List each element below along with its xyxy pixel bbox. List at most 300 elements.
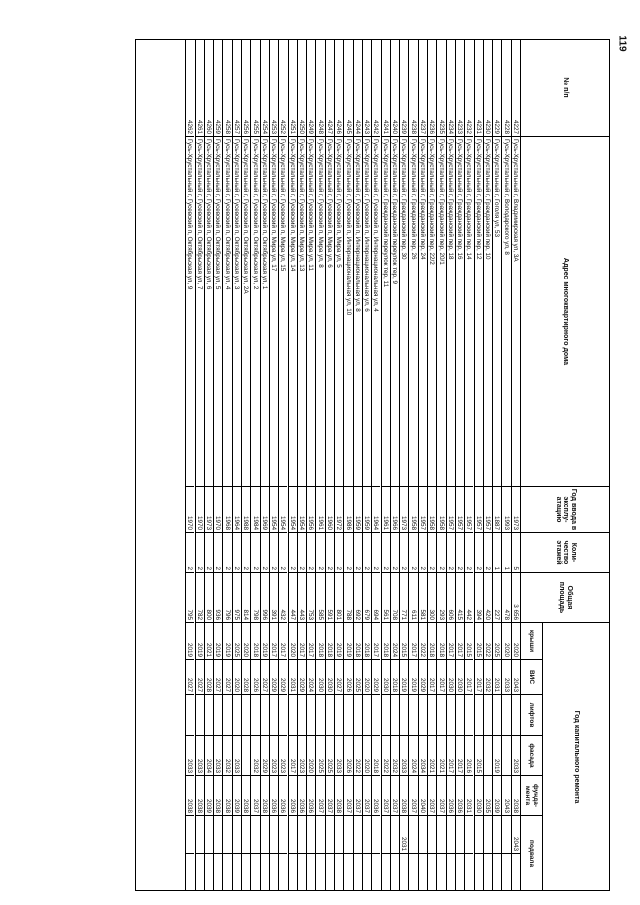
cell-repair-фасада: 2033: [196, 736, 204, 776]
cell-year: 1957: [419, 487, 427, 533]
cell-repair-крыши: 2025: [233, 623, 241, 660]
cell-year: 1960: [326, 487, 334, 533]
cell-repair-подвала: [456, 816, 464, 854]
cell-num: 4255: [251, 39, 259, 137]
table-row: [464, 39, 473, 891]
cell-floors: 2: [354, 533, 362, 573]
cell-repair-фасада: 2018: [372, 736, 380, 776]
cell-address: Гусь-Хрустальный г, Гусевский п, Октябрьская ул, 5: [214, 137, 222, 487]
table-row: [278, 39, 287, 891]
cell-repair-крыши: 2015: [475, 623, 483, 660]
cell-address: Гусь-Хрустальный г, Гражданский пер, 12: [475, 137, 483, 487]
cell-repair-ВИС: 2043: [512, 660, 520, 695]
cell-num: 4247: [326, 39, 334, 137]
cell-repair-ВИС: 2028: [242, 660, 250, 695]
cell-repair-фасада: 2034: [205, 736, 213, 776]
cell-repair-подвала: 2031: [400, 816, 408, 854]
cell-address: Гусь-Хрустальный г, Гусевский п, Октябрьская ул, 3: [233, 137, 241, 487]
cell-area: 708: [391, 573, 399, 623]
cell-repair-ВИС: 2027: [214, 660, 222, 695]
cell-repair-лифтов: [419, 695, 427, 736]
cell-address: Гусь-Хрустальный г, Гражданский пер, 14: [465, 137, 473, 487]
cell-repair-крыши: 2017: [456, 623, 464, 660]
cell-repair-крыши: 2017: [447, 623, 455, 660]
cell-area: 581: [419, 573, 427, 623]
cell-num: 4253: [270, 39, 278, 137]
cell-repair-фасада: [502, 736, 510, 776]
cell-repair-лифтов: [363, 695, 371, 736]
cell-address: Гусь-Хрустальный г, Гражданский пер, 30: [400, 137, 408, 487]
cell-repair-фасада: [484, 736, 492, 776]
header-repair-group: Год капитального ремонта: [542, 623, 610, 891]
cell-repair-лифтов: [447, 695, 455, 736]
cell-area: 788: [344, 573, 352, 623]
cell-repair-подвала: [354, 816, 362, 854]
cell-year: 1957: [475, 487, 483, 533]
cell-repair-фасада: 2033: [214, 736, 222, 776]
cell-area: 3 656: [512, 573, 520, 623]
cell-repair-фундамента: 2036: [307, 776, 315, 816]
cell-repair-лифтов: [298, 695, 306, 736]
cell-repair-фундамента: 2037: [428, 776, 436, 816]
cell-area: 782: [196, 573, 204, 623]
cell-repair-фундамента: 2038: [335, 776, 343, 816]
table-row: [371, 39, 380, 891]
cell-repair-ВИС: 2029: [298, 660, 306, 695]
cell-year: 1984: [251, 487, 259, 533]
cell-repair-фундамента: 2037: [391, 776, 399, 816]
cell-area: 801: [335, 573, 343, 623]
cell-repair-лифтов: [186, 695, 194, 736]
cell-repair-фундамента: 2038: [186, 776, 194, 816]
cell-repair-подвала: [475, 816, 483, 854]
table-row: [511, 39, 520, 891]
cell-address: Гусь-Хрустальный г, Гусевский п, Октябрьская ул, 7: [196, 137, 204, 487]
cell-repair-фасада: 2032: [251, 736, 259, 776]
cell-repair-ВИС: 2027: [223, 660, 231, 695]
cell-repair-лифтов: [205, 695, 213, 736]
cell-repair-ВИС: 2031: [289, 660, 297, 695]
cell-area: 293: [437, 573, 445, 623]
cell-repair-ВИС: 2030: [456, 660, 464, 695]
cell-repair-ВИС: 2030: [447, 660, 455, 695]
table-row: [427, 39, 436, 891]
cell-address: Гусь-Хрустальный г, Гражданский переулок тер, 11: [382, 137, 390, 487]
table-row: [269, 39, 278, 891]
cell-repair-подвала: [196, 816, 204, 854]
cell-year: 1957: [465, 487, 473, 533]
cell-address: Гусь-Хрустальный г, Гоголя ул, 53: [493, 137, 501, 487]
cell-address: Гусь-Хрустальный г, Гражданский пер, 16: [456, 137, 464, 487]
cell-area: 796: [223, 573, 231, 623]
cell-repair-фасада: 2016: [465, 736, 473, 776]
cell-floors: 2: [289, 533, 297, 573]
cell-repair-подвала: [391, 816, 399, 854]
cell-repair-лифтов: [223, 695, 231, 736]
cell-num: 4254: [261, 39, 269, 137]
cell-floors: 2: [456, 533, 464, 573]
cell-repair-фасада: 2023: [270, 736, 278, 776]
cell-repair-крыши: 2019: [214, 623, 222, 660]
cell-repair-подвала: 2043: [512, 816, 520, 854]
cell-repair-ВИС: 2030: [382, 660, 390, 695]
cell-repair-подвала: [382, 816, 390, 854]
cell-floors: 2: [298, 533, 306, 573]
cell-floors: 2: [447, 533, 455, 573]
cell-area: 394: [475, 573, 483, 623]
cell-repair-фасада: 2023: [298, 736, 306, 776]
cell-repair-фасада: 2033: [335, 736, 343, 776]
cell-repair-крыши: 2020: [289, 623, 297, 660]
cell-repair-подвала: [186, 816, 194, 854]
cell-repair-подвала: [307, 816, 315, 854]
table-row: [297, 39, 306, 891]
cell-floors: 2: [233, 533, 241, 573]
page-number: 119: [616, 34, 628, 52]
cell-repair-лифтов: [512, 695, 520, 736]
cell-year: 1993: [502, 487, 510, 533]
cell-repair-крыши: 2018: [363, 623, 371, 660]
cell-address: Гусь-Хрустальный г, Гражданский пер, 26: [409, 137, 417, 487]
cell-repair-крыши: 2018: [316, 623, 324, 660]
cell-floors: 2: [428, 533, 436, 573]
cell-year: 1958: [437, 487, 445, 533]
cell-address: Гусь-Хрустальный г, Гусевский п, Октябрьская ул, 2: [251, 137, 259, 487]
cell-repair-подвала: [326, 816, 334, 854]
cell-floors: 2: [196, 533, 204, 573]
cell-floors: 2: [484, 533, 492, 573]
table-row: [195, 39, 204, 891]
cell-repair-фасада: 2024: [409, 736, 417, 776]
cell-floors: 2: [251, 533, 259, 573]
cell-repair-крыши: 2018: [251, 623, 259, 660]
cell-repair-фасада: 2022: [354, 736, 362, 776]
cell-num: 4260: [205, 39, 213, 137]
cell-repair-лифтов: [233, 695, 241, 736]
cell-repair-крыши: 2022: [484, 623, 492, 660]
cell-address: Гусь-Хрустальный г, Гусевский п, Мира ул, 8: [316, 137, 324, 487]
table-row: [492, 39, 501, 891]
cell-repair-лифтов: [251, 695, 259, 736]
cell-repair-лифтов: [456, 695, 464, 736]
cell-repair-ВИС: 2027: [335, 660, 343, 695]
cell-num: 4242: [372, 39, 380, 137]
cell-repair-фасада: 2025: [316, 736, 324, 776]
cell-num: 4250: [298, 39, 306, 137]
cell-repair-крыши: 2017: [298, 623, 306, 660]
cell-floors: 2: [382, 533, 390, 573]
cell-year: 1957: [484, 487, 492, 533]
cell-num: 4262: [186, 39, 194, 137]
cell-floors: 2: [344, 533, 352, 573]
cell-repair-фундамента: 2039: [493, 776, 501, 816]
cell-repair-фасада: 2025: [326, 736, 334, 776]
cell-repair-подвала: [214, 816, 222, 854]
cell-repair-лифтов: [335, 695, 343, 736]
table-row: [260, 39, 269, 891]
header-repair-vis: ВИС: [520, 660, 542, 695]
cell-address: Гусь-Хрустальный г, Володарского ул, 8: [502, 137, 510, 487]
cell-repair-лифтов: [437, 695, 445, 736]
cell-repair-крыши: 2017: [307, 623, 315, 660]
cell-repair-фасада: 2017: [447, 736, 455, 776]
cell-address: Гусь-Хрустальный г, Гусевский п, Октябрьская ул, 1: [261, 137, 269, 487]
table-row: [222, 39, 231, 891]
table-row: [315, 39, 324, 891]
cell-repair-фасада: 2033: [186, 736, 194, 776]
cell-repair-крыши: 2019: [261, 623, 269, 660]
cell-floors: 2: [400, 533, 408, 573]
cell-area: 936: [214, 573, 222, 623]
cell-address: Гусь-Хрустальный г, Гусевский п, Мира ул, 15: [279, 137, 287, 487]
cell-num: 4246: [335, 39, 343, 137]
cell-repair-подвала: [484, 816, 492, 854]
cell-year: 1954: [298, 487, 306, 533]
cell-repair-лифтов: [242, 695, 250, 736]
cell-address: Гусь-Хрустальный г, Владимирская ул, 3А: [512, 137, 520, 487]
table-row: [362, 39, 371, 891]
cell-num: 4237: [419, 39, 427, 137]
cell-repair-крыши: 2019: [223, 623, 231, 660]
cell-repair-подвала: [428, 816, 436, 854]
cell-repair-крыши: 2017: [270, 623, 278, 660]
header-num: № п/п: [520, 39, 610, 137]
table-row: [418, 39, 427, 891]
cell-address: Гусь-Хрустальный г, Гражданский пер, 20/1: [437, 137, 445, 487]
cell-floors: 2: [205, 533, 213, 573]
table-row: [288, 39, 297, 891]
cell-repair-крыши: 2018: [382, 623, 390, 660]
cell-repair-подвала: [261, 816, 269, 854]
cell-num: 4230: [484, 39, 492, 137]
cell-repair-фасада: 2020: [307, 736, 315, 776]
cell-year: 1964: [372, 487, 380, 533]
cell-repair-крыши: 2019: [196, 623, 204, 660]
cell-repair-лифтов: [270, 695, 278, 736]
cell-repair-крыши: 2017: [409, 623, 417, 660]
cell-repair-лифтов: [502, 695, 510, 736]
cell-repair-лифтов: [409, 695, 417, 736]
cell-repair-подвала: [447, 816, 455, 854]
cell-repair-фундамента: 2036: [298, 776, 306, 816]
cell-repair-лифтов: [372, 695, 380, 736]
cell-repair-крыши: 2022: [419, 623, 427, 660]
cell-area: 561: [382, 573, 390, 623]
cell-area: 795: [186, 573, 194, 623]
table-row: [241, 39, 250, 891]
cell-repair-подвала: [223, 816, 231, 854]
cell-year: 1986: [344, 487, 352, 533]
header-area: Общая площадь: [520, 573, 610, 623]
table-row: [455, 39, 464, 891]
cell-floors: 2: [261, 533, 269, 573]
cell-repair-фундамента: 2031: [465, 776, 473, 816]
cell-repair-фасада: 2021: [437, 736, 445, 776]
cell-num: 4259: [214, 39, 222, 137]
cell-repair-фасада: 2032: [391, 736, 399, 776]
cell-num: 4239: [400, 39, 408, 137]
cell-area: 391: [270, 573, 278, 623]
cell-num: 4243: [363, 39, 371, 137]
table-row: [213, 39, 222, 891]
table-row: [204, 39, 213, 891]
cell-repair-фундамента: 2038: [223, 776, 231, 816]
cell-repair-ВИС: 2026: [251, 660, 259, 695]
cell-repair-подвала: [298, 816, 306, 854]
table-row: [408, 39, 417, 891]
header-repair-roof: крыши: [520, 623, 542, 660]
cell-num: 4232: [465, 39, 473, 137]
cell-year: 1961: [382, 487, 390, 533]
cell-repair-ВИС: 2030: [326, 660, 334, 695]
cell-repair-подвала: [335, 816, 343, 854]
cell-repair-фасада: 2019: [493, 736, 501, 776]
cell-year: 1957: [456, 487, 464, 533]
cell-repair-подвала: [233, 816, 241, 854]
cell-area: 606: [447, 573, 455, 623]
cell-repair-фасада: 2033: [512, 736, 520, 776]
cell-repair-подвала: [270, 816, 278, 854]
cell-repair-фасада: 2033: [233, 736, 241, 776]
cell-address: Гусь-Хрустальный г, Гусевский п, Октябрьская ул, 6: [205, 137, 213, 487]
cell-area: 227: [493, 573, 501, 623]
cell-repair-крыши: 2019: [186, 623, 194, 660]
cell-repair-крыши: 2018: [326, 623, 334, 660]
cell-repair-фундамента: 2038: [214, 776, 222, 816]
cell-address: Гусь-Хрустальный г, Гусевский п, Интернациональная ул, 10: [344, 137, 352, 487]
cell-repair-фундамента: 2037: [363, 776, 371, 816]
cell-repair-фундамента: 2038: [261, 776, 269, 816]
cell-repair-крыши: 2020: [512, 623, 520, 660]
cell-repair-подвала: [372, 816, 380, 854]
cell-year: 1970: [186, 487, 194, 533]
cell-repair-фасада: [242, 736, 250, 776]
cell-year: 1972: [335, 487, 343, 533]
cell-repair-крыши: 2025: [493, 623, 501, 660]
cell-floors: 2: [326, 533, 334, 573]
cell-repair-ВИС: 2026: [344, 660, 352, 695]
cell-repair-фасада: 2021: [428, 736, 436, 776]
cell-repair-фундамента: 2037: [354, 776, 362, 816]
cell-num: 4251: [289, 39, 297, 137]
cell-num: 4233: [456, 39, 464, 137]
cell-repair-ВИС: 2020: [363, 660, 371, 695]
cell-address: Гусь-Хрустальный г, Гусевский п, Мира ул, 6: [326, 137, 334, 487]
cell-repair-крыши: 2018: [354, 623, 362, 660]
cell-repair-ВИС: 2029: [270, 660, 278, 695]
cell-area: 798: [251, 573, 259, 623]
cell-year: 1957: [447, 487, 455, 533]
cell-repair-ВИС: 2027: [196, 660, 204, 695]
cell-repair-подвала: [493, 816, 501, 854]
cell-repair-крыши: 2024: [391, 623, 399, 660]
cell-repair-лифтов: [484, 695, 492, 736]
cell-num: 4257: [233, 39, 241, 137]
cell-repair-ВИС: 2020: [233, 660, 241, 695]
cell-repair-фасада: 2034: [419, 736, 427, 776]
cell-repair-подвала: [363, 816, 371, 854]
cell-repair-фасада: 2032: [223, 736, 231, 776]
cell-repair-крыши: 2017: [372, 623, 380, 660]
cell-repair-фасада: 2017: [289, 736, 297, 776]
cell-repair-крыши: 2019: [335, 623, 343, 660]
header-repair-foundation: фунда-мента: [520, 776, 542, 816]
cell-repair-фундамента: 2036: [456, 776, 464, 816]
cell-repair-подвала: [344, 816, 352, 854]
cell-address: Гусь-Хрустальный г, Гусевский п, Октябрьская ул, 4: [223, 137, 231, 487]
cell-repair-ВИС: 2032: [484, 660, 492, 695]
cell-floors: 2: [465, 533, 473, 573]
cell-floors: 1: [493, 533, 501, 573]
cell-area: 300: [428, 573, 436, 623]
cell-num: 4248: [316, 39, 324, 137]
cell-year: 1973: [512, 487, 520, 533]
header-repair-facade: фасада: [520, 736, 542, 776]
cell-repair-фундамента: 2037: [382, 776, 390, 816]
cell-area: 771: [400, 573, 408, 623]
cell-num: 4256: [242, 39, 250, 137]
cell-repair-лифтов: [289, 695, 297, 736]
cell-num: 4235: [437, 39, 445, 137]
cell-repair-крыши: 2015: [400, 623, 408, 660]
cell-year: 1959: [363, 487, 371, 533]
cell-floors: 2: [186, 533, 194, 573]
header-year: Год ввода в эксплу-атацию: [520, 487, 610, 533]
cell-repair-подвала: [437, 816, 445, 854]
cell-area: 447: [289, 573, 297, 623]
cell-num: 4231: [475, 39, 483, 137]
cell-repair-крыши: 2019: [344, 623, 352, 660]
cell-year: 1958: [428, 487, 436, 533]
cell-repair-крыши: 2021: [205, 623, 213, 660]
cell-address: Гусь-Хрустальный г, Гусевский п, Октябрьская ул, 2А: [242, 137, 250, 487]
cell-year: 1970: [214, 487, 222, 533]
cell-num: 4252: [279, 39, 287, 137]
cell-repair-фасада: 2015: [475, 736, 483, 776]
header-repair-lifts: лифтов: [520, 695, 542, 736]
cell-repair-фундамента: 2037: [316, 776, 324, 816]
cell-repair-фасада: 2033: [400, 736, 408, 776]
cell-repair-лифтов: [307, 695, 315, 736]
cell-repair-фундамента: 2036: [372, 776, 380, 816]
cell-repair-фасада: 2023: [279, 736, 287, 776]
cell-repair-ВИС: 2029: [279, 660, 287, 695]
cell-num: 4234: [447, 39, 455, 137]
cell-floors: 2: [307, 533, 315, 573]
cell-num: 4236: [428, 39, 436, 137]
cell-repair-фундамента: 2039: [205, 776, 213, 816]
cell-address: Гусь-Хрустальный г, Гусевский п, Мира ул, 13: [298, 137, 306, 487]
cell-num: 4228: [502, 39, 510, 137]
cell-year: 1956: [307, 487, 315, 533]
cell-repair-фундамента: 2036: [270, 776, 278, 816]
cell-area: 694: [372, 573, 380, 623]
cell-year: 1966: [391, 487, 399, 533]
cell-repair-фундамента: 2040: [419, 776, 427, 816]
cell-floors: 2: [279, 533, 287, 573]
cell-repair-фасада: 2017: [456, 736, 464, 776]
cell-area: 591: [326, 573, 334, 623]
cell-year: 1973: [400, 487, 408, 533]
cell-address: Гусь-Хрустальный г, Гусевский п, Мира ул, 5: [335, 137, 343, 487]
cell-area: 442: [465, 573, 473, 623]
cell-floors: 2: [419, 533, 427, 573]
cell-num: 4229: [493, 39, 501, 137]
cell-year: 1968: [223, 487, 231, 533]
cell-floors: 5: [512, 533, 520, 573]
cell-area: 443: [298, 573, 306, 623]
cell-num: 4244: [354, 39, 362, 137]
